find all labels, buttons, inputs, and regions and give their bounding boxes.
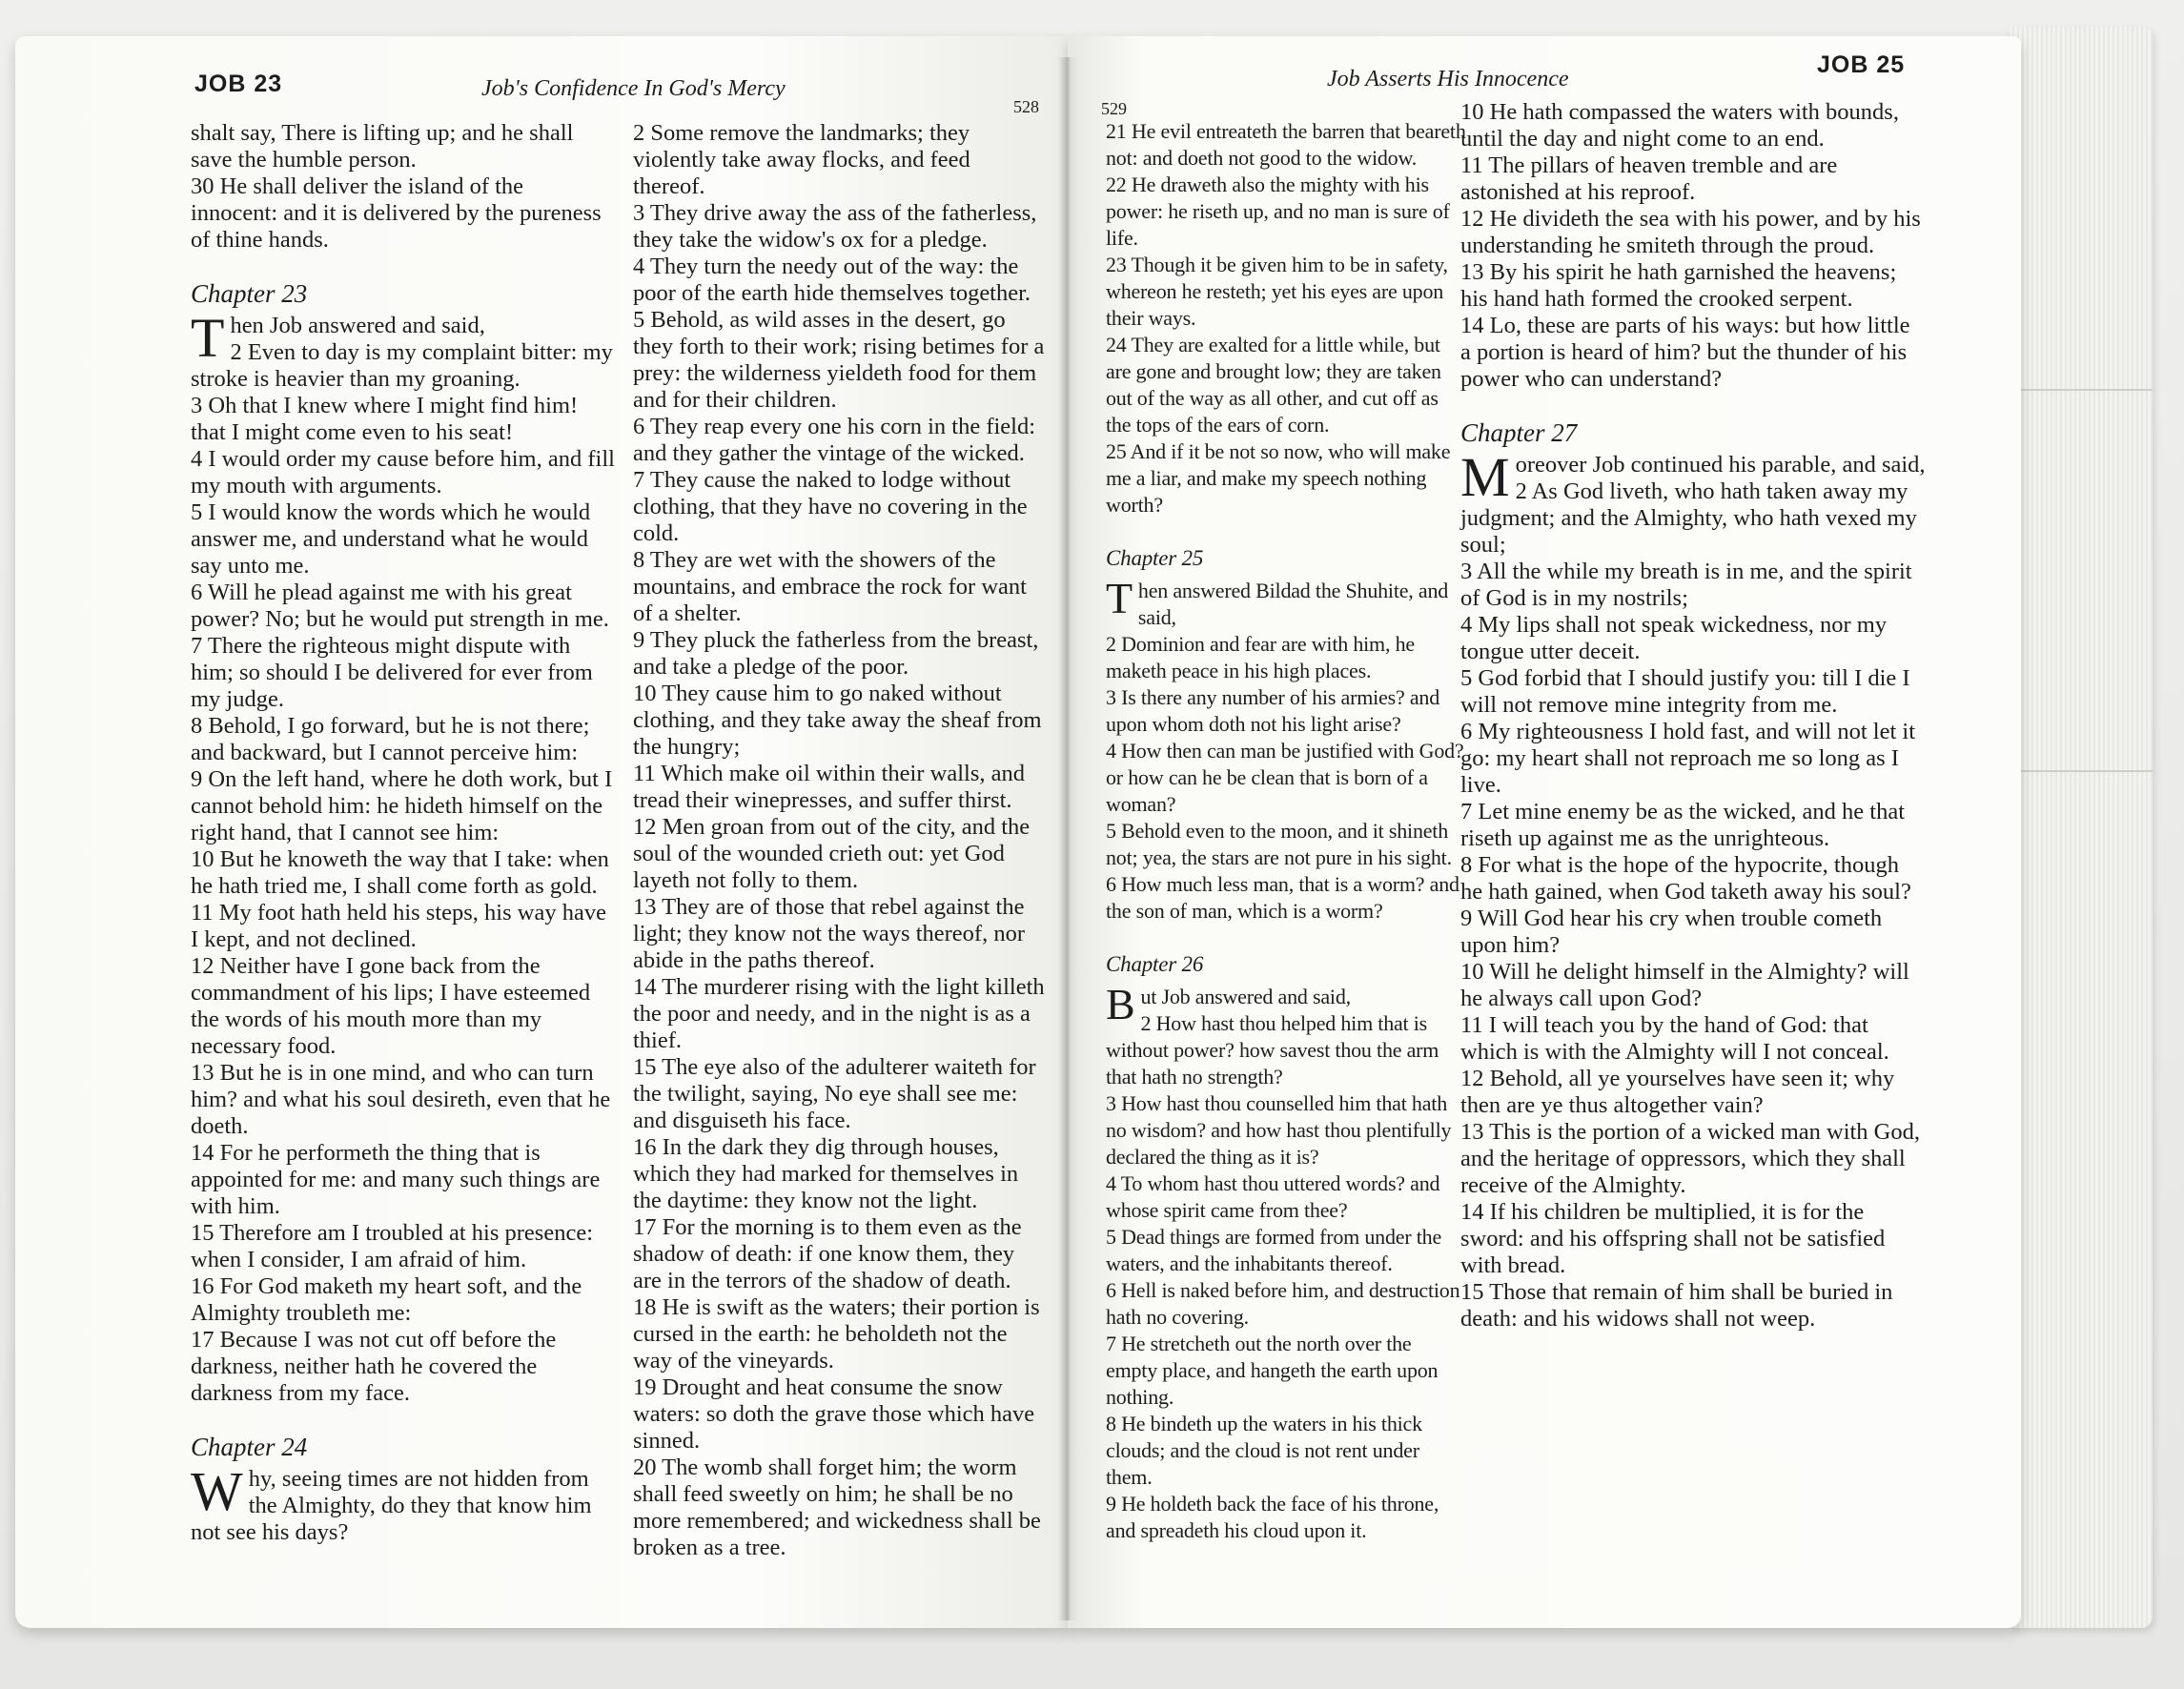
page-number: 529 [1101, 99, 1127, 118]
opening-text: hy, seeing times are not hidden from the Almighty, do they that know him not see his days? [191, 1466, 592, 1545]
verse: 12 Neither have I gone back from the commandment of his lips; I have esteemed the words of his mouth more than my necessary food. [191, 953, 591, 1059]
verse: 23 Though it be given him to be in safety, whereon he resteth; yet his eyes are upon their ways. [1106, 253, 1448, 330]
verse: 4 To whom hast thou uttered words? and whose spirit came from thee? [1106, 1171, 1440, 1222]
verse: 2 As God liveth, who hath taken away my judgment; and the Almighty, who hath vexed my soul; [1460, 478, 1917, 558]
verse: 10 Will he delight himself in the Almighty? will he always call upon God? [1460, 959, 1909, 1011]
left-running-head [194, 71, 282, 98]
verse: shalt say, There is lifting up; and he shall save the humble person. [191, 120, 574, 173]
verse: 11 Which make oil within their walls, and tread their winepresses, and suffer thirst. [633, 761, 1025, 813]
verse: 2 Even to day is my complaint bitter: my stroke is heavier than my groaning. [191, 339, 613, 392]
running-head-label: JOB 23 [194, 71, 283, 97]
page-edge-line [2010, 389, 2153, 391]
verse: 15 Therefore am I troubled at his presence: when I consider, I am afraid of him. [191, 1220, 594, 1272]
chapter-heading: Chapter 24 [191, 1433, 308, 1461]
right-page-number [1101, 95, 1127, 120]
page-title: Job's Confidence In God's Mercy [481, 76, 786, 101]
verse: 20 The womb shall forget him; the worm shall feed sweetly on him; he shall be no more remembered; and wickedness shall be broken as a tree. [633, 1455, 1041, 1560]
chapter-opening [1106, 980, 1466, 1028]
verse: 22 He draweth also the mighty with his power: he riseth up, and no man is sure of life. [1106, 173, 1450, 250]
verse: 5 I would know the words which he would answer me, and understand what he would say unto me. [191, 499, 591, 579]
verse: 12 Behold, all ye yourselves have seen it; why then are ye thus altogether vain? [1460, 1066, 1895, 1118]
left-column-1 [191, 120, 615, 1546]
verse: 7 Let mine enemy be as the wicked, and he that riseth up against me as the unrighteous. [1460, 799, 1906, 851]
opening-text: ut Job answered and said, [1140, 985, 1351, 1008]
verse: 11 My foot hath held his steps, his way have I kept, and not declined. [191, 900, 606, 952]
verse: 14 The murderer rising with the light killeth the poor and needy, and in the night is as a thief. [633, 974, 1045, 1053]
verse: 8 For what is the hope of the hypocrite, though he hath gained, when God taketh away his soul? [1460, 852, 1911, 905]
verse: 4 How then can man be justified with God? or how can he be clean that is born of a woman? [1106, 739, 1464, 816]
verse: 14 If his children be multiplied, it is for the sword: and his offspring shall not be satisfied with bread. [1460, 1199, 1886, 1278]
verse: 2 How hast thou helped him that is without power? how savest thou the arm that hath no strength? [1106, 1011, 1439, 1089]
verse: 8 He bindeth up the waters in his thick clouds; and the cloud is not rent under them. [1106, 1412, 1422, 1489]
verse: 24 They are exalted for a little while, but are gone and brought low; they are taken out of the way as all other, and cut off as the tops of the ears of corn. [1106, 333, 1441, 437]
drop-cap: W [191, 1460, 243, 1522]
verse: 5 Behold even to the moon, and it shineth not; yea, the stars are not pure in his sight. [1106, 819, 1452, 869]
opening-text: oreover Job continued his parable, and said, [1515, 452, 1926, 478]
verse: 8 They are wet with the showers of the mountains, and embrace the rock for want of a shelter. [633, 547, 1027, 626]
chapter-heading: Chapter 26 [1106, 952, 1204, 976]
verse: 17 Because I was not cut off before the darkness, neither hath he covered the darkness from my face. [191, 1327, 557, 1406]
verse: 13 They are of those that rebel against the light; they know not the ways thereof, nor abide in the paths thereof. [633, 894, 1025, 973]
verse: 12 He divideth the sea with his power, and by his understanding he smiteth through the proud. [1460, 206, 1921, 258]
verse: 14 For he performeth the thing that is appointed for me: and many such things are with him. [191, 1140, 601, 1219]
page-block-edge [2010, 27, 2153, 1628]
verse: 12 Men groan from out of the city, and the soul of the wounded crieth out: yet God layeth not folly to them. [633, 814, 1031, 893]
verse: 9 On the left hand, where he doth work, but I cannot behold him: he hideth himself on the right hand, that I cannot see him: [191, 766, 613, 845]
chapter-opening [1460, 446, 1926, 508]
verse: 10 They cause him to go naked without clothing, and they take away the sheaf from the hungry; [633, 681, 1042, 760]
verse: 9 He holdeth back the face of his throne, and spreadeth his cloud upon it. [1106, 1492, 1439, 1542]
verse: 6 Will he plead against me with his great power? No; but he would put strength in me. [191, 580, 609, 632]
verse: 16 For God maketh my heart soft, and the Almighty troubleth me: [191, 1273, 582, 1326]
verse: 3 All the while my breath is in me, and the spirit of God is in my nostrils; [1460, 559, 1912, 611]
verse: 3 They drive away the ass of the fatherless, they take the widow's ox for a pledge. [633, 200, 1037, 253]
drop-cap: T [1106, 574, 1133, 622]
verse: 16 In the dark they dig through houses, which they had marked for themselves in the daytime: they know not the light. [633, 1134, 1019, 1213]
opening-text: hen answered Bildad the Shuhite, and said, [1137, 579, 1449, 629]
right-page-title [1327, 67, 1569, 92]
verse: 5 Dead things are formed from under the waters, and the inhabitants thereof. [1106, 1225, 1442, 1275]
verse: 3 Is there any number of his armies? and upon whom doth not his light arise? [1106, 685, 1439, 736]
verse: 7 They cause the naked to lodge without clothing, that they have no covering in the cold. [633, 467, 1028, 546]
opening-text: hen Job answered and said, [230, 313, 485, 338]
verse: 19 Drought and heat consume the snow waters: so doth the grave those which have sinned. [633, 1374, 1035, 1454]
verse: 6 They reap every one his corn in the field: and they gather the vintage of the wicked. [633, 414, 1036, 466]
verse: 9 Will God hear his cry when trouble cometh upon him? [1460, 906, 1883, 958]
left-page-number [1013, 93, 1039, 118]
book-gutter [1058, 57, 1079, 1620]
page-title: Job Asserts His Innocence [1327, 67, 1569, 92]
verse: 21 He evil entreateth the barren that beareth not: and doeth not good to the widow. [1106, 119, 1466, 170]
left-page-title [481, 76, 786, 102]
verse: 2 Dominion and fear are with him, he maketh peace in his high places. [1106, 632, 1415, 682]
verse: 13 This is the portion of a wicked man with God, and the heritage of oppressors, which they shall receive of the Almighty. [1460, 1119, 1920, 1198]
left-column-2 [633, 120, 1045, 1561]
verse: 10 He hath compassed the waters with bounds, until the day and night come to an end. [1460, 99, 1899, 152]
chapter-heading: Chapter 27 [1460, 418, 1578, 447]
verse: 6 Hell is naked before him, and destruction hath no covering. [1106, 1278, 1460, 1329]
verse: 14 Lo, these are parts of his ways: but how little a portion is heard of him? but the thunder of his power who can understand? [1460, 313, 1910, 392]
verse: 17 For the morning is to them even as the shadow of death: if one know them, they are in the terrors of the shadow of death. [633, 1214, 1022, 1293]
verse: 6 How much less man, that is a worm? and the son of man, which is a worm? [1106, 872, 1459, 923]
verse: 8 Behold, I go forward, but he is not there; and backward, but I cannot perceive him: [191, 713, 590, 765]
right-running-head [1817, 51, 1905, 79]
right-column-2 [1460, 99, 1926, 1333]
verse: 13 But he is in one mind, and who can turn him? and what his soul desireth, even that he doeth. [191, 1060, 611, 1139]
verse: 30 He shall deliver the island of the innocent: and it is delivered by the pureness of thine hands. [191, 173, 602, 253]
verse: 9 They pluck the fatherless from the breast, and take a pledge of the poor. [633, 627, 1039, 680]
drop-cap: B [1106, 980, 1135, 1028]
verse: 4 My lips shall not speak wickedness, nor my tongue utter deceit. [1460, 612, 1888, 664]
verse: 13 By his spirit he hath garnished the heavens; his hand hath formed the crooked serpent. [1460, 259, 1897, 312]
chapter-opening [1106, 574, 1466, 631]
verse: 4 They turn the needy out of the way: the poor of the earth hide themselves together. [633, 254, 1031, 306]
verse: 15 The eye also of the adulterer waiteth for the twilight, saying, No eye shall see me: and disguiseth his face. [633, 1054, 1036, 1133]
chapter-heading: Chapter 25 [1106, 546, 1204, 570]
verse: 7 He stretcheth out the north over the empty place, and hangeth the earth upon nothing. [1106, 1332, 1439, 1409]
verse: 10 But he knoweth the way that I take: when he hath tried me, I shall come forth as gold. [191, 846, 609, 899]
page-number: 528 [1013, 97, 1039, 116]
verse: 3 Oh that I knew where I might find him! that I might come even to his seat! [191, 393, 579, 445]
drop-cap: T [191, 307, 225, 369]
verse: 7 There the righteous might dispute with him; so should I be delivered for ever from my judge. [191, 633, 593, 712]
right-column-1 [1106, 118, 1466, 1544]
verse: 11 The pillars of heaven tremble and are astonished at his reproof. [1460, 153, 1838, 205]
verse: 5 God forbid that I should justify you: till I die I will not remove mine integrity from me. [1460, 665, 1910, 718]
verse: 2 Some remove the landmarks; they violently take away flocks, and feed thereof. [633, 120, 970, 199]
drop-cap: M [1460, 446, 1510, 508]
verse: 3 How hast thou counselled him that hath no wisdom? and how hast thou plentifully declared the thing as it is? [1106, 1091, 1452, 1169]
chapter-opening [191, 1460, 615, 1546]
verse: 6 My righteousness I hold fast, and will not let it go: my heart shall not reproach me so long as I live. [1460, 719, 1916, 798]
chapter-heading: Chapter 23 [191, 279, 308, 308]
page-edge-line [2010, 770, 2153, 772]
verse: 11 I will teach you by the hand of God: that which is with the Almighty will I not conceal. [1460, 1012, 1889, 1065]
verse: 18 He is swift as the waters; their portion is cursed in the earth: he beholdeth not the way of the vineyards. [633, 1294, 1040, 1374]
verse: 15 Those that remain of him shall be buried in death: and his widows shall not weep. [1460, 1279, 1893, 1332]
running-head-label: JOB 25 [1817, 51, 1906, 78]
verse: 25 And if it be not so now, who will make me a liar, and make my speech nothing worth? [1106, 439, 1451, 517]
verse: 4 I would order my cause before him, and fill my mouth with arguments. [191, 446, 615, 499]
verse: 5 Behold, as wild asses in the desert, go they forth to their work; rising betimes for a prey: the wilderness yieldeth food for them and for their children. [633, 307, 1045, 413]
